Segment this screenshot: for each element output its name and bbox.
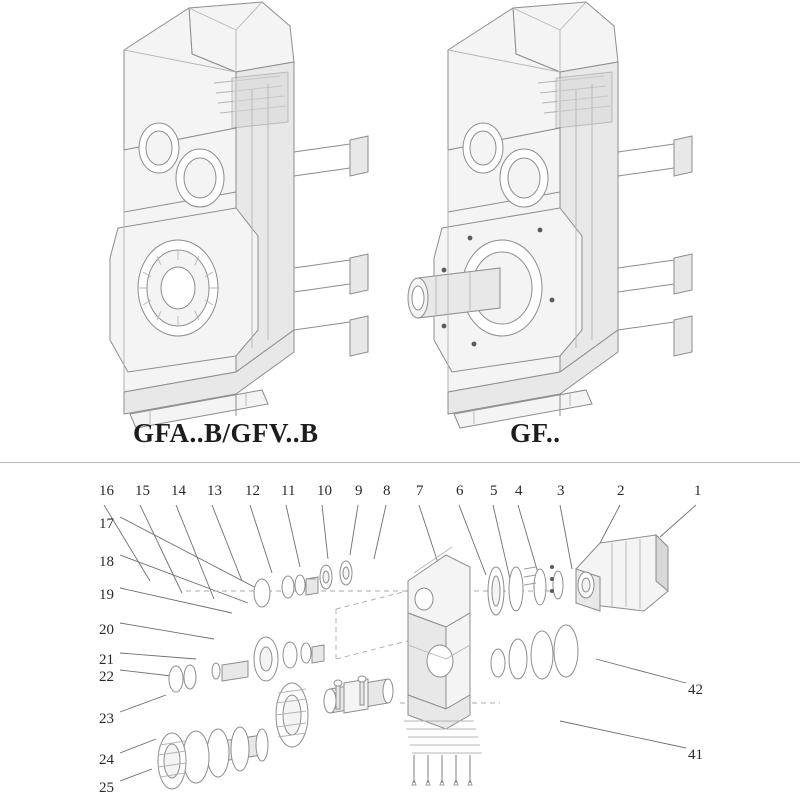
callout-42: 42 <box>688 682 703 698</box>
callout-8: 8 <box>383 483 391 499</box>
gearbox-isometric-right <box>408 2 692 428</box>
callout-16: 16 <box>99 483 114 499</box>
callout-14: 14 <box>171 483 186 499</box>
callout-25: 25 <box>99 780 114 796</box>
callout-22: 22 <box>99 669 114 685</box>
gearbox-isometric-left <box>110 2 368 428</box>
callout-9: 9 <box>355 483 363 499</box>
caption-gf: GF.. <box>510 418 561 448</box>
callout-21: 21 <box>99 652 114 668</box>
callout-41: 41 <box>688 747 703 763</box>
caption-gfa-gfv: GFA..B/GFV..B <box>133 418 319 448</box>
callout-10: 10 <box>317 483 332 499</box>
callout-2: 2 <box>617 483 625 499</box>
callout-7: 7 <box>416 483 424 499</box>
callout-18: 18 <box>99 554 114 570</box>
callout-20: 20 <box>99 622 114 638</box>
callout-23: 23 <box>99 711 114 727</box>
callout-12: 12 <box>245 483 260 499</box>
callout-3: 3 <box>557 483 565 499</box>
callout-11: 11 <box>281 483 296 499</box>
callout-4: 4 <box>515 483 523 499</box>
gear-housing-part <box>404 547 482 785</box>
callout-5: 5 <box>490 483 498 499</box>
rings-right-group <box>488 565 578 679</box>
motor-adapter-part <box>576 535 668 611</box>
exploded-assembly-drawing <box>0 463 800 801</box>
callout-1: 1 <box>694 483 702 499</box>
callout-19: 19 <box>99 587 114 603</box>
shaft-gear-group <box>158 679 393 789</box>
exploded-view-panel <box>0 462 800 801</box>
callout-6: 6 <box>456 483 464 499</box>
callout-13: 13 <box>207 483 222 499</box>
small-parts-left <box>169 561 352 692</box>
callout-17: 17 <box>99 516 114 532</box>
callout-24: 24 <box>99 752 114 768</box>
callout-15: 15 <box>135 483 150 499</box>
